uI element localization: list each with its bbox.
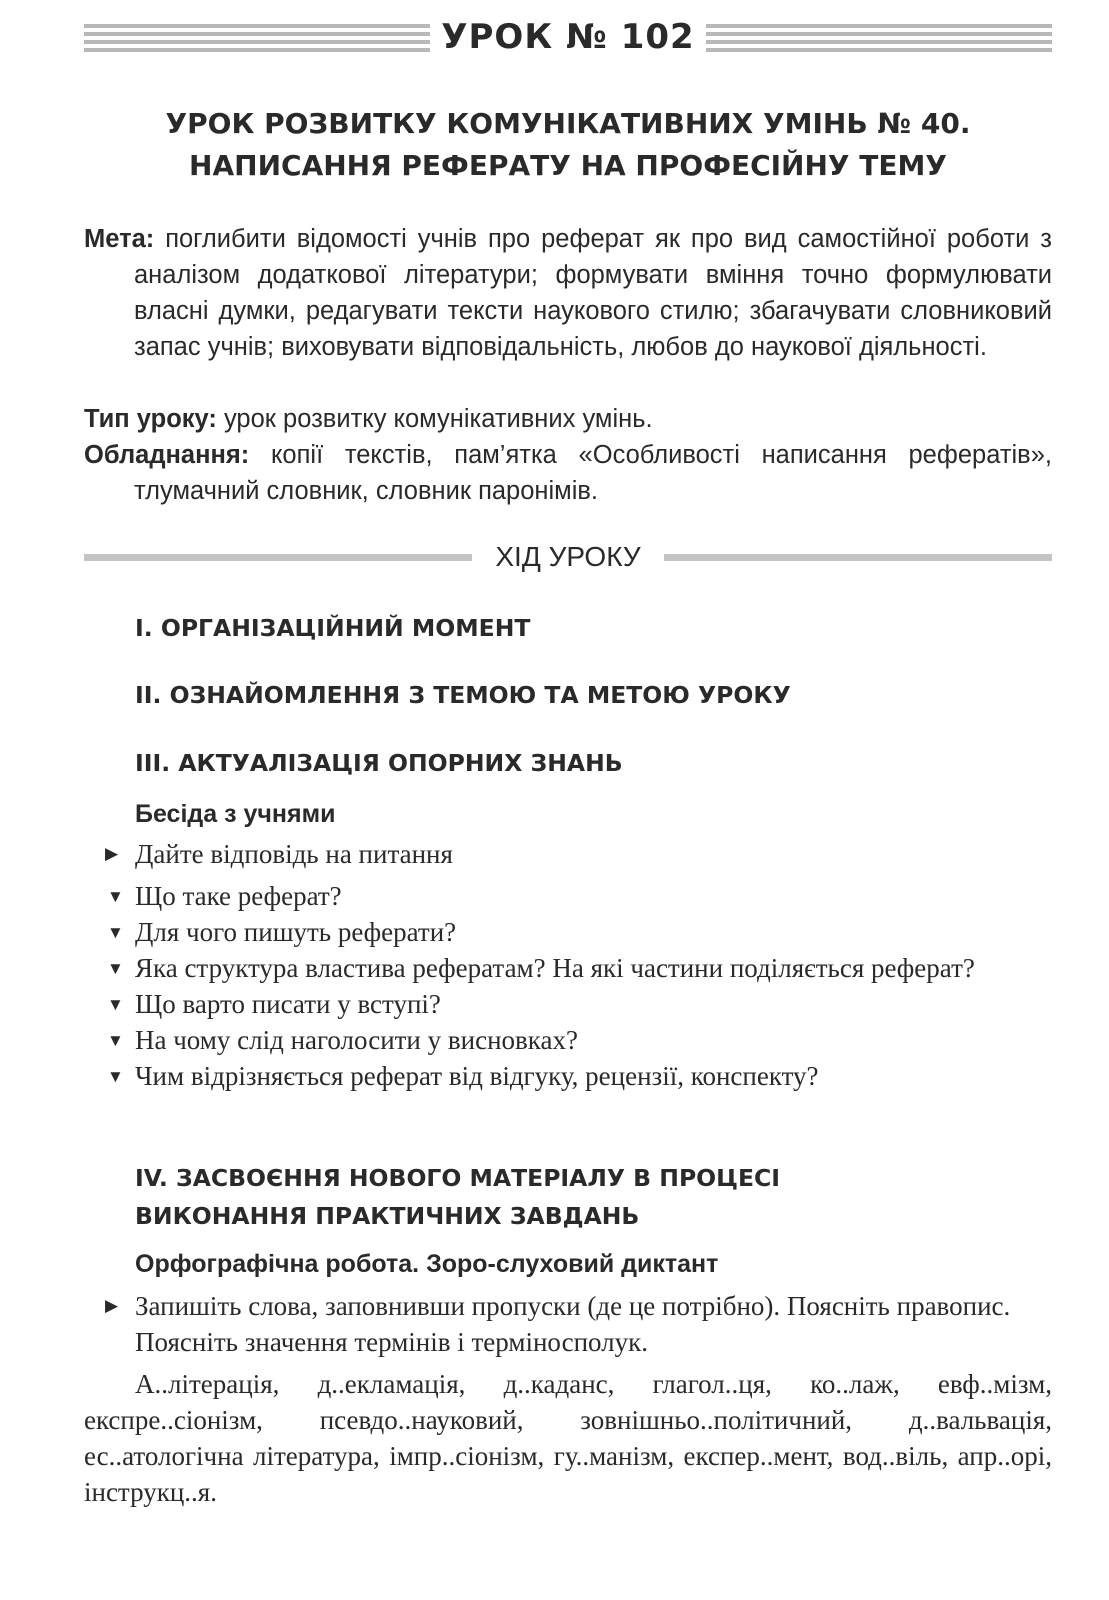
triangle-down-icon: ▼ <box>107 995 124 1014</box>
list-item <box>107 914 1052 950</box>
lesson-title-line-1: УРОК РОЗВИТКУ КОМУНІКАТИВНИХ УМІНЬ № 40. <box>165 107 971 140</box>
question-text: Що таке реферат? <box>135 881 342 911</box>
dictation-words: А..літерація, д..екламація, д..каданс, глагол..ця, ко..лаж, евф..мізм, експре..сіонізм, псевдо..науковий, зовнішньо..політичний, д..вальвація, ес..атологічна література, імпр..сіонізм, гу..манізм, експер..мент, вод..віль, апр..орі, інструкц..я. <box>84 1369 1052 1507</box>
triangle-down-icon: ▼ <box>107 1031 124 1050</box>
list-item <box>107 986 1052 1022</box>
list-item <box>107 878 1052 914</box>
section-heading-3: III. АКТУАЛІЗАЦІЯ ОПОРНИХ ЗНАНЬ <box>135 749 623 777</box>
section-heading-1: I. ОРГАНІЗАЦІЙНИЙ МОМЕНТ <box>135 614 531 642</box>
question-text: Для чого пишуть реферати? <box>135 917 457 947</box>
triangle-down-icon: ▼ <box>107 923 124 942</box>
equipment-text: копії текстів, пам’ятка «Особливості написання рефератів», тлумачний словник, словник паронімів. <box>134 441 1052 505</box>
question-text: Чим відрізняється реферат від відгуку, рецензії, конспекту? <box>135 1061 819 1091</box>
lesson-type-text: урок розвитку комунікативних умінь. <box>223 405 653 433</box>
lesson-type-label: Тип уроку: <box>84 405 217 433</box>
divider-label: ХІД УРОКУ <box>495 541 641 572</box>
goal-label: Мета: <box>84 225 155 253</box>
triangle-right-icon: ▶ <box>105 844 119 863</box>
question-list <box>107 878 1052 1094</box>
conversation-task <box>105 836 1052 872</box>
spelling-task-text: Запишіть слова, заповнивши пропуски (де це потрібно). Поясніть правопис. Поясніть значення термінів і терміносполук. <box>135 1291 1011 1357</box>
question-text: Яка структура властива рефератам? На які частини поділяється реферат? <box>135 953 975 983</box>
goal-text: поглибити відомості учнів про реферат як про вид самостійної роботи з аналізом додаткової літератури; формувати вміння точно формулювати власні думки, редагувати тексти наукового стилю; збагачувати словниковий запас учнів; виховувати відповідальність, любов до наукової діяльності. <box>134 225 1052 361</box>
lesson-number: УРОК № 102 <box>441 17 695 57</box>
list-item <box>107 950 1052 986</box>
lesson-title-line-2: НАПИСАННЯ РЕФЕРАТУ НА ПРОФЕСІЙНУ ТЕМУ <box>189 149 947 182</box>
lesson-header <box>84 14 1052 62</box>
section-heading-2: II. ОЗНАЙОМЛЕННЯ З ТЕМОЮ ТА МЕТОЮ УРОКУ <box>135 681 791 709</box>
divider-bar-right <box>664 554 1052 561</box>
question-text: На чому слід наголосити у висновках? <box>135 1025 578 1055</box>
lesson-flow-divider <box>84 537 1052 577</box>
header-stripes-right <box>706 24 1052 52</box>
spelling-title: Орфографічна робота. Зоро-слуховий диктант <box>135 1250 719 1278</box>
goal-block <box>84 221 1052 365</box>
section-heading-4-line-1: IV. ЗАСВОЄННЯ НОВОГО МАТЕРІАЛУ В ПРОЦЕСІ <box>135 1164 780 1192</box>
divider-bar-left <box>84 554 472 561</box>
question-text: Що варто писати у вступі? <box>135 989 441 1019</box>
header-stripes-left <box>84 24 430 52</box>
list-item <box>107 1058 1052 1094</box>
triangle-right-icon: ▶ <box>105 1296 119 1315</box>
equipment-label: Обладнання: <box>84 441 250 469</box>
equipment-block <box>84 437 1052 509</box>
triangle-down-icon: ▼ <box>107 887 124 906</box>
lesson-title <box>84 103 1052 187</box>
lesson-type-block <box>84 401 1052 437</box>
triangle-down-icon: ▼ <box>107 959 124 978</box>
conversation-task-text: Дайте відповідь на питання <box>135 839 453 869</box>
list-item <box>107 1022 1052 1058</box>
spelling-task <box>105 1288 1052 1360</box>
section-heading-4-line-2: ВИКОНАННЯ ПРАКТИЧНИХ ЗАВДАНЬ <box>135 1202 640 1230</box>
triangle-down-icon: ▼ <box>107 1067 124 1086</box>
conversation-title: Бесіда з учнями <box>135 800 336 828</box>
section-heading-4 <box>135 1159 1052 1235</box>
